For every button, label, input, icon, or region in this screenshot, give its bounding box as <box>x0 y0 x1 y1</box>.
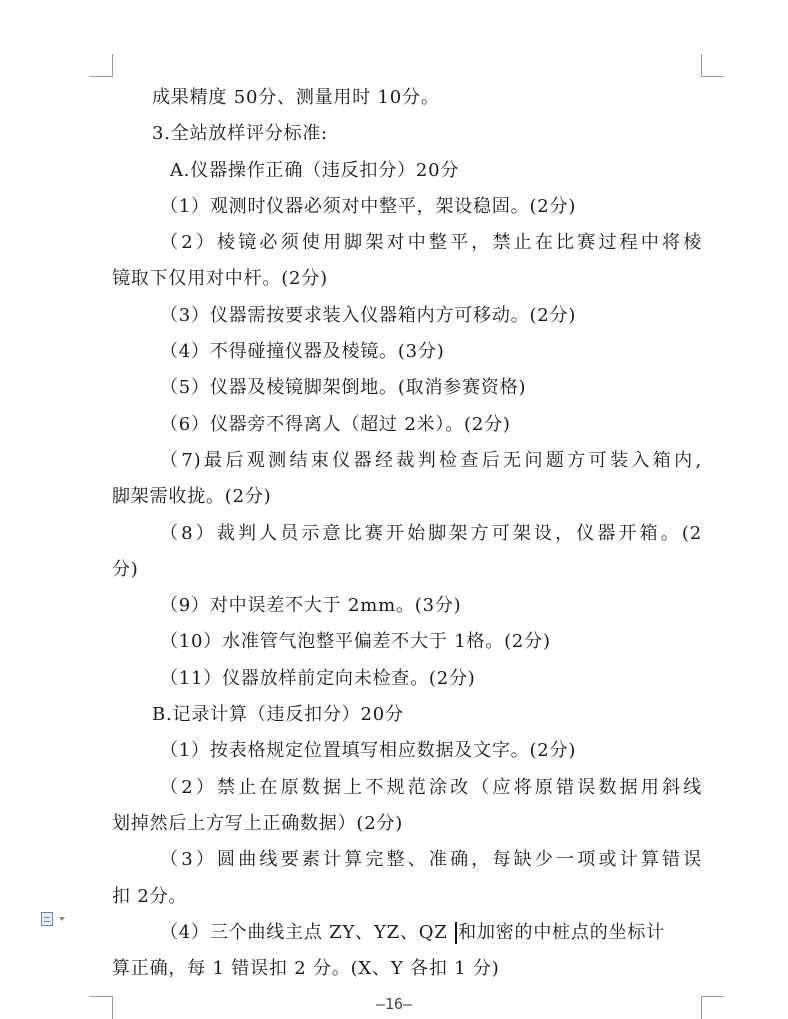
list-item: （4）不得碰撞仪器及棱镜。(3分) <box>160 341 445 363</box>
list-item: （2）棱镜必须使用脚架对中整平，禁止在比赛过程中将棱 <box>160 232 702 254</box>
list-item <box>112 915 702 951</box>
text-cursor <box>455 922 457 944</box>
list-item-continuation: 镜取下仅用对中杆。(2分) <box>112 268 328 290</box>
list-item-continuation: 脚架需收拢。(2分) <box>112 486 272 508</box>
list-item: （8）裁判人员示意比赛开始脚架方可架设，仪器开箱。(2 <box>160 522 702 544</box>
paragraph-line: 成果精度 50分、测量用时 10分。 <box>152 87 440 108</box>
list-item-text-before-cursor: （4）三个曲线主点 ZY、YZ、QZ <box>160 921 455 943</box>
list-item: （9）对中误差不大于 2mm。(3分) <box>160 595 462 617</box>
chevron-down-icon <box>59 917 65 921</box>
section-heading: 3.全站放样评分标准: <box>152 123 329 145</box>
list-item: （11）仪器放样前定向未检查。(2分) <box>160 667 476 689</box>
list-item: （6）仪器旁不得离人（超过 2米）。(2分) <box>160 413 511 435</box>
list-item-continuation: 划掉然后上方写上正确数据）(2分) <box>112 812 404 834</box>
document-body[interactable] <box>112 80 702 987</box>
top-left-crop-mark <box>90 54 113 77</box>
list-item: （3）圆曲线要素计算完整、准确，每缺少一项或计算错误 <box>160 849 702 871</box>
list-item-text-after-cursor: 和加密的中桩点的坐标计 <box>458 921 665 943</box>
top-right-crop-mark <box>701 54 724 77</box>
subsection-heading: A.仪器操作正确（违反扣分）20分 <box>170 159 460 181</box>
list-item: （1）按表格规定位置填写相应数据及文字。(2分) <box>160 740 577 762</box>
page-number: —16— <box>375 995 413 1013</box>
list-item: （5）仪器及棱镜脚架倒地。(取消参赛资格) <box>160 377 527 399</box>
document-icon <box>41 912 53 926</box>
list-item-continuation: 扣 2分。 <box>112 885 188 907</box>
list-item: （1）观测时仪器必须对中整平，架设稳固。(2分) <box>160 195 577 217</box>
document-menu-button[interactable] <box>41 910 75 928</box>
list-item: （7)最后观测结束仪器经裁判检查后无问题方可装入箱内, <box>160 449 702 471</box>
list-item: （2）禁止在原数据上不规范涂改（应将原错误数据用斜线 <box>160 776 702 798</box>
list-item-continuation: 算正确，每 1 错误扣 2 分。(X、Y 各扣 1 分) <box>112 958 500 980</box>
list-item-continuation: 分) <box>112 558 139 580</box>
subsection-heading: B.记录计算（违反扣分）20分 <box>152 704 404 726</box>
list-item: （3）仪器需按要求装入仪器箱内方可移动。(2分) <box>160 304 577 326</box>
list-item: （10）水准管气泡整平偏差不大于 1格。(2分) <box>160 631 551 653</box>
